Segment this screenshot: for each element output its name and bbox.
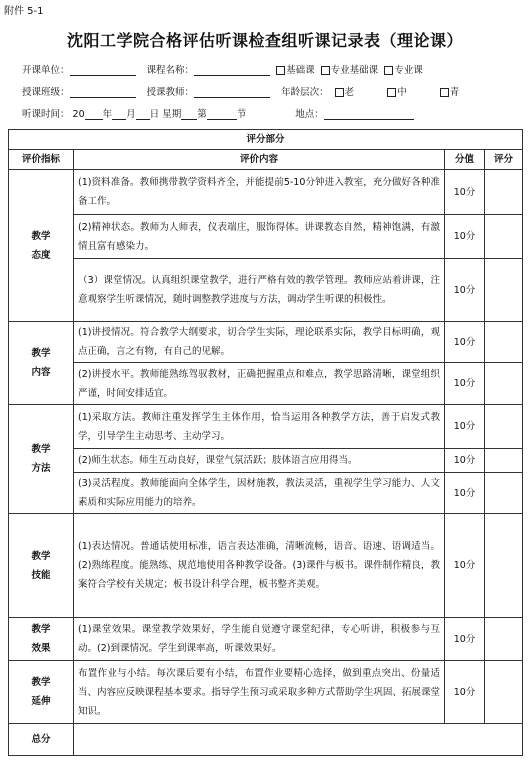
info-row-2 <box>22 84 459 98</box>
rating-cell[interactable] <box>485 170 523 215</box>
info-row-3 <box>22 106 414 120</box>
header-rating: 评分 <box>485 150 523 170</box>
indicator-attitude: 教学 态度 <box>9 170 74 322</box>
criterion-score: 10分 <box>445 215 485 259</box>
year-label: 年 <box>102 109 113 120</box>
indicator-extension: 教学 延伸 <box>9 661 74 724</box>
attachment-label: 附件 5-1 <box>4 6 44 17</box>
class-label: 授课班级： <box>22 87 70 98</box>
table-row <box>9 514 523 618</box>
criterion-score: 10分 <box>445 449 485 473</box>
table-row <box>9 259 523 322</box>
rating-cell[interactable] <box>485 473 523 514</box>
table-row <box>9 618 523 661</box>
header-content: 评价内容 <box>74 150 445 170</box>
indicator-content: 教学 内容 <box>9 322 74 405</box>
criterion-score: 10分 <box>445 661 485 724</box>
course-type-checkbox-1[interactable] <box>276 66 285 75</box>
rating-cell[interactable] <box>485 618 523 661</box>
course-type-1: 基础课 <box>286 65 315 76</box>
criterion-text: (1)表达情况。普通话使用标准，语言表达准确，清晰流畅，语音、语速、语调适当。(2)熟练程度。能熟练、规范地使用各种教学设备。(3)课件与板书。课件制作精良，教案符合学校有关规定；板书设计科学合理，板书整齐美观。 <box>74 514 445 618</box>
table-row <box>9 363 523 405</box>
age-young: 青 <box>449 87 460 98</box>
rating-cell[interactable] <box>485 215 523 259</box>
course-type-2: 专业基础课 <box>330 65 379 76</box>
criterion-text: (1)资料准备。教师携带教学资料齐全，并能提前5-10分钟进入教室，充分做好各种准备工作。 <box>74 170 445 215</box>
criterion-text: （3）课堂情况。认真组织课堂教学，进行严格有效的教学管理。教师应站着讲课，注意观察学生听课情况，随时调整教学进度与方法，调动学生听课的积极性。 <box>74 259 445 322</box>
course-type-checkbox-3[interactable] <box>384 66 393 75</box>
month-field[interactable] <box>112 108 126 120</box>
criterion-score: 10分 <box>445 259 485 322</box>
table-row <box>9 170 523 215</box>
rating-cell[interactable] <box>485 259 523 322</box>
table-row <box>9 661 523 724</box>
criterion-score: 10分 <box>445 322 485 363</box>
indicator-effect: 教学 效果 <box>9 618 74 661</box>
info-row-1 <box>22 62 423 76</box>
rating-cell[interactable] <box>485 661 523 724</box>
criterion-text: (1)采取方法。教师注重发挥学生主体作用，恰当运用各种教学方法，善于启发式教学，引导学生主动思考、主动学习。 <box>74 405 445 449</box>
total-field[interactable] <box>74 724 523 756</box>
teacher-field[interactable] <box>194 86 270 98</box>
criterion-text: 布置作业与小结。每次课后要有小结，布置作业要精心选择，做到重点突出、份量适当、内容应反映课程基本要求。指导学生预习或采取多种方式帮助学生巩固、拓展课堂知识。 <box>74 661 445 724</box>
section-no-label: 第 <box>197 109 207 120</box>
criterion-text: (2)讲授水平。教师能熟练驾驭教材，正确把握重点和难点，教学思路清晰，课堂组织严谨，时间安排适宜。 <box>74 363 445 405</box>
criterion-score: 10分 <box>445 363 485 405</box>
time-prefix: 20 <box>72 109 85 120</box>
week-label: 星期 <box>162 109 182 120</box>
header-row <box>9 150 523 170</box>
header-score: 分值 <box>445 150 485 170</box>
age-middle: 中 <box>397 87 407 98</box>
course-name-field[interactable] <box>194 64 270 76</box>
month-label: 月 <box>126 109 136 120</box>
year-field[interactable] <box>85 108 103 120</box>
age-checkbox-young[interactable] <box>440 88 449 97</box>
course-name-label: 课程名称： <box>146 65 195 76</box>
criterion-text: (1)讲授情况。符合教学大纲要求，切合学生实际，理论联系实际，教学目标明确，观点正确，言之有物，有自己的见解。 <box>74 322 445 363</box>
time-label: 听课时间： <box>22 109 70 120</box>
place-field[interactable] <box>324 108 414 120</box>
criterion-text: (3)灵活程度。教师能面向全体学生，因材施教，教法灵活，重视学生学习能力、人文素质和实际应用能力的培养。 <box>74 473 445 514</box>
age-checkbox-old[interactable] <box>335 88 344 97</box>
course-type-3: 专业课 <box>394 65 423 76</box>
unit-field[interactable] <box>70 64 136 76</box>
age-checkbox-middle[interactable] <box>387 88 396 97</box>
table-row <box>9 449 523 473</box>
indicator-skill: 教学 技能 <box>9 514 74 618</box>
section-title: 评分部分 <box>9 130 523 150</box>
criterion-score: 10分 <box>445 618 485 661</box>
age-label: 年龄层次： <box>281 87 329 98</box>
table-row <box>9 473 523 514</box>
course-type-checkbox-2[interactable] <box>321 66 330 75</box>
criterion-text: (1)课堂效果。课堂教学效果好，学生能自觉遵守课堂纪律，专心听讲，积极参与互动。(2)到课情况。学生到课率高，听课效果好。 <box>74 618 445 661</box>
total-label: 总分 <box>9 724 74 756</box>
evaluation-table <box>8 129 523 756</box>
header-indicator: 评价指标 <box>9 150 74 170</box>
table-row <box>9 215 523 259</box>
criterion-score: 10分 <box>445 170 485 215</box>
criterion-score: 10分 <box>445 405 485 449</box>
rating-cell[interactable] <box>485 405 523 449</box>
section-field[interactable] <box>207 108 237 120</box>
page-title: 沈阳工学院合格评估听课检查组听课记录表（理论课） <box>66 31 463 50</box>
rating-cell[interactable] <box>485 449 523 473</box>
criterion-text: (2)师生状态。师生互动良好，课堂气氛活跃；肢体语言应用得当。 <box>74 449 445 473</box>
unit-label: 开课单位： <box>22 65 70 76</box>
place-label: 地点： <box>295 109 324 120</box>
age-old: 老 <box>344 87 355 98</box>
section-label: 节 <box>236 109 247 120</box>
rating-cell[interactable] <box>485 322 523 363</box>
table-row <box>9 322 523 363</box>
teacher-label: 授课教师： <box>146 87 195 98</box>
day-label: 日 <box>149 109 160 120</box>
criterion-text: (2)精神状态。教师为人师表，仪表端庄，服饰得体。讲课教态自然，精神饱满，有激情且富有感染力。 <box>74 215 445 259</box>
criterion-score: 10分 <box>445 514 485 618</box>
indicator-method: 教学 方法 <box>9 405 74 514</box>
table-row <box>9 405 523 449</box>
rating-cell[interactable] <box>485 363 523 405</box>
total-row <box>9 724 523 756</box>
day-field[interactable] <box>136 108 150 120</box>
section-title-row <box>9 130 523 150</box>
rating-cell[interactable] <box>485 514 523 618</box>
week-field[interactable] <box>181 108 197 120</box>
criterion-score: 10分 <box>445 473 485 514</box>
class-field[interactable] <box>70 86 136 98</box>
